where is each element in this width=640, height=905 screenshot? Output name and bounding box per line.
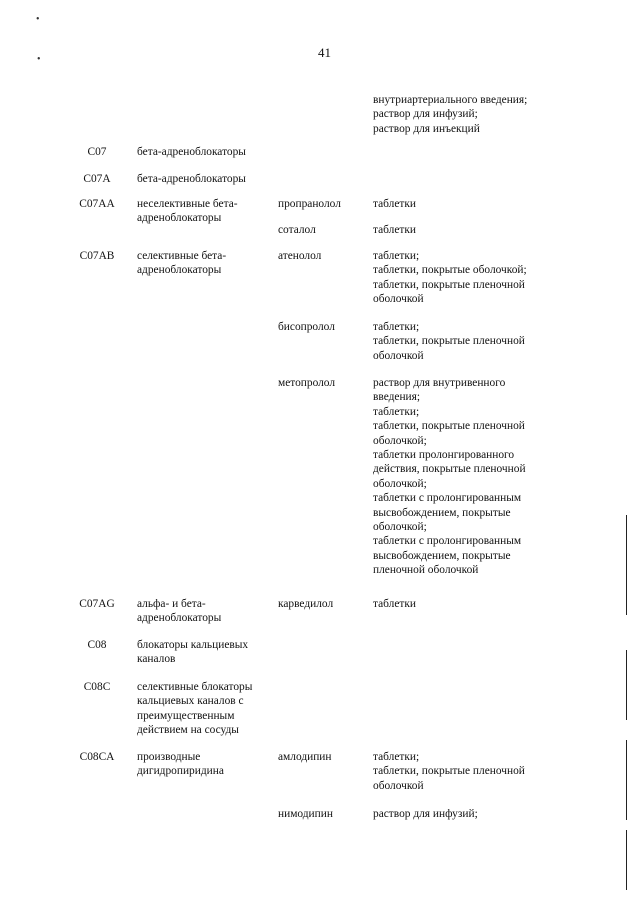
atc-group-name [137, 750, 275, 779]
text-line: неселективные бета- [137, 198, 238, 210]
text-line: адреноблокаторы [137, 264, 222, 277]
text-line: действия, покрытые пленочной [373, 463, 526, 476]
text-line: таблетки; [373, 405, 420, 418]
text-line: оболочкой; [373, 434, 427, 447]
text-line: оболочкой; [373, 477, 427, 490]
text-line: селективные блокаторы [137, 681, 253, 693]
atc-code: C07AG [79, 598, 115, 610]
text-line: бета-адреноблокаторы [137, 173, 246, 185]
atc-group-name [137, 638, 275, 667]
scan-edge-line [626, 650, 627, 720]
atc-group-name [137, 197, 275, 226]
text-line: действием на сосуды [137, 724, 239, 737]
text-line: высвобождением, покрытые [373, 506, 511, 519]
dosage-forms [373, 376, 559, 578]
text-line: таблетки, покрытые оболочкой; [373, 264, 527, 277]
atc-code: C07AB [79, 250, 115, 262]
dosage-forms [373, 597, 559, 611]
text-line: бета-адреноблокаторы [137, 146, 246, 158]
text-line: таблетки [373, 224, 417, 236]
text-line: таблетки, покрытые пленочной [373, 420, 525, 433]
dosage-forms [373, 249, 559, 307]
atc-code: C07A [83, 173, 111, 185]
text-line: пленочной оболочкой [373, 564, 479, 577]
atc-code: C08C [83, 681, 111, 693]
scan-mark: • [37, 54, 41, 65]
text-line: оболочкой [373, 779, 424, 792]
dosage-forms [373, 750, 559, 793]
atc-code: C07AA [79, 198, 115, 210]
atc-group-name [137, 597, 275, 626]
dosage-forms [373, 320, 559, 363]
drug-name: метопролол [278, 377, 336, 389]
text-line: таблетки; [373, 321, 420, 333]
text-line: селективные бета- [137, 250, 227, 262]
text-line: раствор для инфузий; [373, 108, 478, 121]
text-line: таблетки с пролонгированным [373, 535, 522, 548]
atc-group-name [137, 249, 275, 278]
continued-dosage-forms [373, 93, 559, 136]
drug-name: пропранолол [278, 198, 341, 210]
drug-name: карведилол [278, 598, 334, 610]
text-line: таблетки, покрытые пленочной [373, 278, 525, 291]
dosage-forms [373, 807, 559, 821]
text-line: внутриартериального введения; [373, 94, 528, 106]
text-line: таблетки пролонгированного [373, 449, 515, 462]
text-line: оболочкой [373, 293, 424, 306]
atc-group-name [137, 145, 275, 159]
scan-edge-line [626, 830, 627, 890]
text-line: адреноблокаторы [137, 212, 222, 225]
atc-code: C07 [87, 146, 107, 158]
dosage-forms [373, 197, 559, 211]
text-line: дигидропиридина [137, 765, 224, 778]
text-line: таблетки; [373, 751, 420, 763]
drug-name: соталол [278, 224, 316, 236]
text-line: оболочкой; [373, 521, 427, 534]
drug-name: нимодипин [278, 808, 333, 820]
scan-edge-line [626, 740, 627, 820]
text-line: кальциевых каналов с [137, 695, 244, 708]
text-line: адреноблокаторы [137, 612, 222, 625]
text-line: оболочкой [373, 349, 424, 362]
text-line: таблетки, покрытые пленочной [373, 335, 525, 348]
atc-group-name [137, 172, 275, 186]
dosage-forms [373, 223, 559, 237]
atc-code: C08 [87, 639, 107, 651]
text-line: производные [137, 751, 201, 763]
text-line: введения; [373, 391, 421, 404]
scan-mark: • [36, 14, 40, 25]
atc-code: C08CA [79, 751, 115, 763]
text-line: альфа- и бета- [137, 598, 206, 610]
text-line: раствор для инфузий; [373, 808, 478, 820]
text-line: таблетки; [373, 250, 420, 262]
page-number: 41 [318, 45, 331, 60]
drug-name: бисопролол [278, 321, 335, 333]
text-line: блокаторы кальциевых [137, 639, 249, 651]
text-line: раствор для инъекций [373, 122, 480, 135]
text-line: таблетки, покрытые пленочной [373, 765, 525, 778]
text-line: преимущественным [137, 709, 235, 722]
text-line: высвобождением, покрытые [373, 549, 511, 562]
drug-name: атенолол [278, 250, 322, 262]
text-line: раствор для внутривенного [373, 377, 506, 389]
text-line: таблетки [373, 198, 417, 210]
text-line: таблетки с пролонгированным [373, 492, 522, 505]
text-line: каналов [137, 653, 176, 666]
text-line: таблетки [373, 598, 417, 610]
drug-name: амлодипин [278, 751, 332, 763]
atc-group-name [137, 680, 275, 738]
scan-edge-line [626, 515, 627, 615]
